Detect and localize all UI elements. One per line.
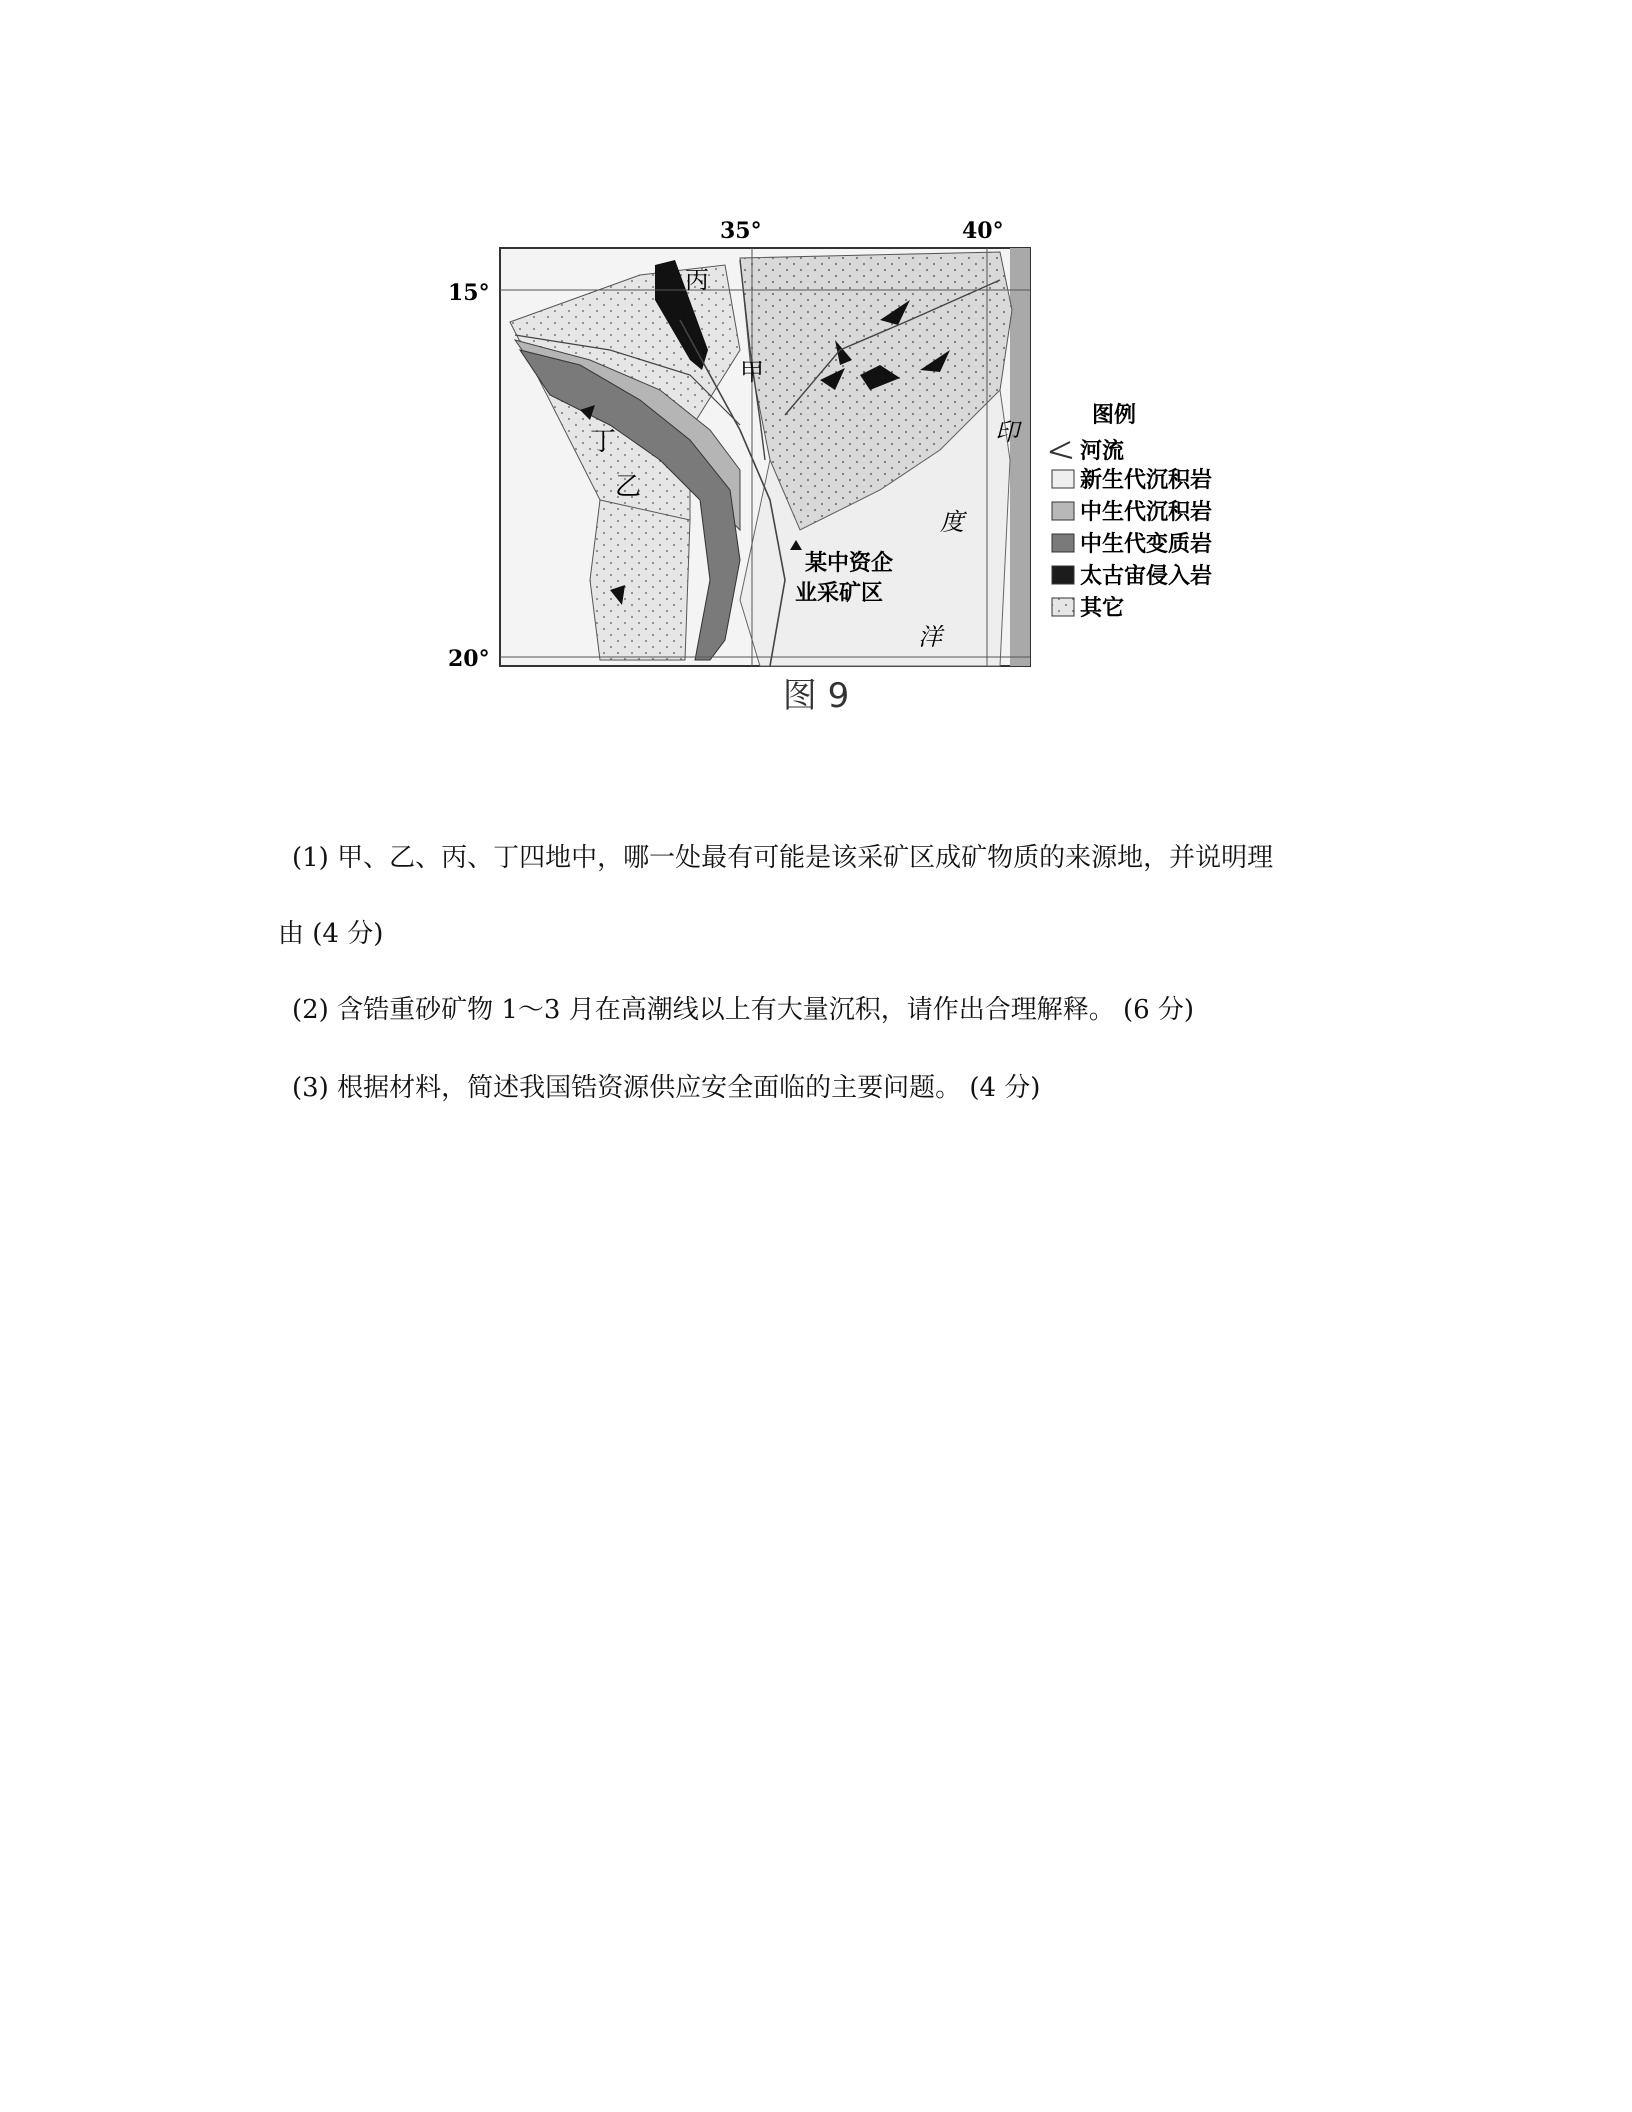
legend-label: 其它	[1080, 596, 1125, 621]
legend-label: 太古宙侵入岩	[1080, 564, 1213, 589]
lat-label-20: 20°	[448, 646, 490, 670]
question-1-line2: 由 (4 分)	[278, 919, 384, 949]
lat-label-15: 15°	[448, 280, 490, 306]
legend-label: 中生代沉积岩	[1080, 500, 1213, 525]
geology-map	[440, 200, 1300, 670]
legend-river-icon	[1050, 442, 1072, 458]
legend-swatch	[1052, 598, 1074, 616]
label-mine-line2: 业采矿区	[795, 581, 884, 606]
question-3: (3) 根据材料，简述我国锆资源供应安全面临的主要问题。 (4 分)	[292, 1073, 1041, 1103]
label-ocean-2: 度	[940, 508, 964, 536]
legend-label: 河流	[1080, 439, 1125, 464]
label-ocean-1: 印	[995, 418, 1019, 446]
legend-swatch	[1052, 470, 1074, 488]
legend-title: 图例	[1092, 403, 1137, 428]
label-ding: 丁	[590, 427, 617, 457]
legend-swatch	[1052, 534, 1074, 552]
legend-label: 中生代变质岩	[1080, 532, 1213, 557]
geology-map-figure	[440, 200, 1300, 670]
label-yi: 乙	[615, 472, 642, 502]
figure-caption: 图 9	[782, 676, 850, 716]
label-mine-line1: 某中资企	[805, 551, 894, 576]
legend-label: 新生代沉积岩	[1080, 468, 1213, 493]
legend-swatch	[1052, 566, 1074, 584]
lon-label-35: 35°	[720, 218, 762, 244]
question-2: (2) 含锆重砂矿物 1～3 月在高潮线以上有大量沉积，请作出合理解释。 (6 分)	[292, 995, 1195, 1025]
lon-label-40: 40°	[962, 218, 1004, 244]
other-rock-south	[590, 500, 690, 660]
label-ocean-3: 洋	[918, 623, 942, 651]
label-jia: 甲	[740, 358, 764, 386]
map-legend	[1050, 403, 1212, 621]
question-1-line1: (1) 甲、乙、丙、丁四地中，哪一处最有可能是该采矿区成矿物质的来源地，并说明理	[292, 843, 1274, 873]
legend-swatch	[1052, 502, 1074, 520]
label-bing: 丙	[685, 266, 709, 294]
map-edge-strip	[1010, 248, 1030, 666]
